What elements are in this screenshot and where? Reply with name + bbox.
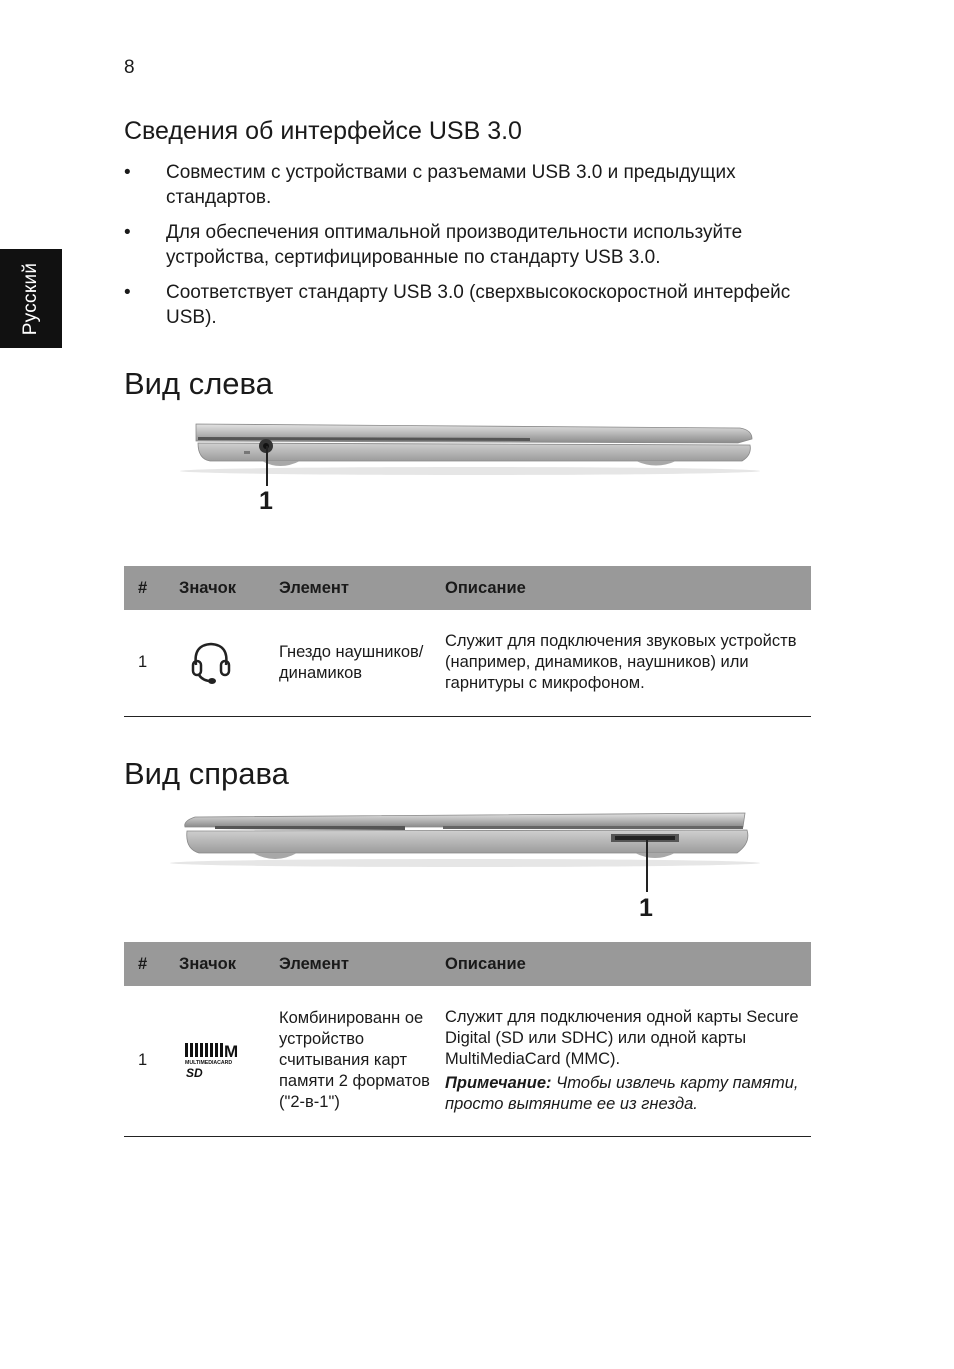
headset-icon — [189, 639, 233, 687]
list-item — [124, 280, 824, 330]
table-header-number: # — [124, 942, 179, 986]
row-description: Служит для подключения одной карты Secure Digital (SD или SDHC) или одной карты MultiMediaCard (MMC). — [445, 1007, 799, 1068]
row-number: 1 — [124, 986, 179, 1136]
note-text: Чтобы извлечь карту памяти, просто вытяните ее из гнезда. — [445, 1073, 799, 1113]
list-item — [124, 160, 824, 210]
row-icon-cell — [179, 610, 279, 716]
right-view-title: Вид справа — [124, 756, 289, 791]
table-header-number: # — [124, 566, 179, 610]
list-item — [124, 220, 824, 270]
callout-number: 1 — [259, 487, 273, 515]
bullet-marker: • — [124, 162, 131, 183]
svg-text:M: M — [224, 1041, 239, 1061]
bullet-text: Для обеспечения оптимальной производительности используйте устройства, сертифицированные по стандарту USB 3.0. — [166, 222, 743, 268]
laptop-left-side-illustration — [170, 415, 770, 490]
bullet-text: Совместим с устройствами с разъемами USB 3.0 и предыдущих стандартов. — [166, 162, 736, 208]
row-element: Гнездо наушников/ динамиков — [279, 610, 445, 716]
bullet-text: Соответствует стандарту USB 3.0 (сверхвысокоскоростной интерфейс USB). — [166, 282, 791, 328]
row-description: Служит для подключения звуковых устройств (например, динамиков, наушников) или гарнитуры с микрофоном. — [445, 610, 811, 716]
row-element: Комбинированн ое устройство считывания карт памяти 2 форматов ("2-в-1") — [279, 986, 445, 1136]
callout-number: 1 — [639, 894, 653, 922]
table-row — [124, 610, 811, 716]
left-view-title: Вид слева — [124, 366, 273, 401]
usb-bullet-list — [124, 160, 824, 340]
svg-text:MULTIMEDIACARD: MULTIMEDIACARD — [185, 1059, 233, 1066]
right-view-table — [124, 942, 811, 1137]
table-header-description: Описание — [445, 566, 811, 610]
row-number: 1 — [124, 610, 179, 716]
callout-line — [266, 446, 268, 486]
page-number: 8 — [124, 57, 135, 78]
table-header-icon: Значок — [179, 942, 279, 986]
bullet-marker: • — [124, 282, 131, 303]
usb-section-title: Сведения об интерфейсе USB 3.0 — [124, 117, 522, 145]
laptop-right-side-illustration — [165, 805, 770, 880]
svg-text:SD: SD — [186, 1065, 203, 1080]
table-row — [124, 986, 811, 1136]
row-note — [445, 1073, 811, 1115]
card-reader-logo-icon — [183, 1041, 249, 1081]
table-header-icon: Значок — [179, 566, 279, 610]
table-header-description: Описание — [445, 942, 811, 986]
language-side-tab — [0, 249, 62, 348]
callout-line — [646, 836, 648, 892]
table-header-element: Элемент — [279, 942, 445, 986]
bullet-marker: • — [124, 222, 131, 243]
row-description-cell — [445, 986, 811, 1136]
table-header-element: Элемент — [279, 566, 445, 610]
note-label: Примечание: — [445, 1073, 552, 1092]
row-icon-cell — [179, 986, 279, 1136]
left-view-table — [124, 566, 811, 717]
side-tab-label: Русский — [20, 262, 41, 336]
